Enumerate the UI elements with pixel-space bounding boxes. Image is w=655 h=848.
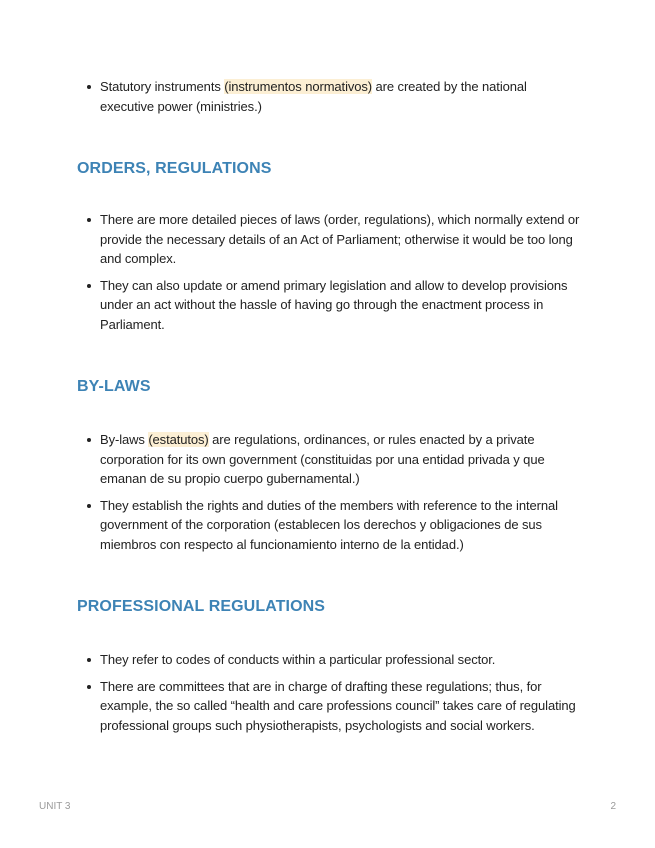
list-item: They can also update or amend primary legislation and allow to develop provisions under an act without the hassle of having go through the enactment process in Parliament. [100,276,580,335]
list-item [100,430,580,489]
item-text: are created by the national executive power (ministries.) [100,79,527,114]
section-heading-orders-regulations: ORDERS, REGULATIONS [77,160,272,177]
highlighted-term: (estatutos) [148,432,209,447]
highlighted-term: (instrumentos normativos) [224,79,373,94]
item-text: are regulations, ordinances, or rules enacted by a private corporation for its own government (constituidas por una entidad privada y que emanan de su propio cuerpo gubernamental.) [100,432,545,486]
intro-list [100,77,580,123]
page-number: 2 [610,801,616,812]
list-item: There are more detailed pieces of laws (order, regulations), which normally extend or provide the necessary details of an Act of Parliament; otherwise it would be too long and complex. [100,210,580,269]
list-item [100,77,580,116]
orders-regulations-list [100,210,580,341]
section-heading-by-laws: BY-LAWS [77,378,151,395]
list-item: They refer to codes of conducts within a particular professional sector. [100,650,580,670]
professional-regulations-list [100,650,580,742]
by-laws-list [100,430,580,561]
list-item: There are committees that are in charge of drafting these regulations; thus, for example, the so called “health and care professions council” takes care of regulating professional groups such physiotherapists, psychologists and social workers. [100,677,580,736]
item-text: By-laws [100,432,149,447]
footer-unit-label: UNIT 3 [39,801,71,812]
item-text: Statutory instruments [100,79,225,94]
section-heading-professional-regulations: PROFESSIONAL REGULATIONS [77,598,326,615]
list-item: They establish the rights and duties of the members with reference to the internal government of the corporation (establecen los derechos y obligaciones de sus miembros con respecto al funcionamiento interno de la entidad.) [100,496,580,555]
